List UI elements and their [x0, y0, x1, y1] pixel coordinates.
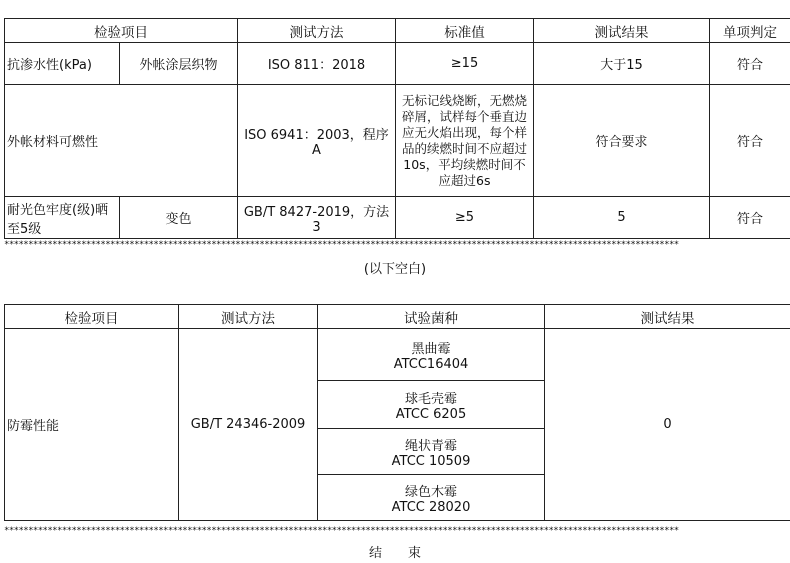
result-cell: 0: [545, 329, 790, 521]
separator-line: ********************************************************************************************************************************************: [4, 240, 679, 250]
verdict-cell: 符合: [710, 43, 790, 85]
strain-name: 黑曲霉: [411, 341, 451, 357]
item-cell: 耐光色牢度(级)晒至5级: [5, 197, 120, 239]
end-note: 结 束: [368, 546, 421, 561]
header-item: 检验项目: [5, 19, 238, 43]
strain-code: ATCC16404: [393, 356, 469, 372]
header-item: 检验项目: [5, 305, 179, 329]
result-cell: 5: [534, 197, 710, 239]
verdict-cell: 符合: [710, 85, 790, 197]
strain-code: ATCC 10509: [391, 453, 471, 469]
standard-cell: 无标记线烧断，无燃烧碎屑，试样每个垂直边应无火焰出现，每个样品的续燃时间不应超过10s，平均续燃时间不应超过6s: [396, 85, 534, 197]
header-verdict: 单项判定: [710, 19, 790, 43]
standard-cell: ≥5: [396, 197, 534, 239]
strain-cell: [318, 329, 545, 381]
method-cell: ISO 6941：2003，程序A: [238, 85, 396, 197]
table-row: [5, 43, 790, 85]
strain-name: 球毛壳霉: [404, 391, 457, 407]
item-cell: 抗渗水性(kPa): [5, 43, 120, 85]
table-row: [5, 329, 790, 381]
strain-name: 绿色木霉: [404, 484, 457, 500]
header-method: 测试方法: [179, 305, 318, 329]
header-standard: 标准值: [396, 19, 534, 43]
table-row: [5, 85, 790, 197]
method-cell: GB/T 24346-2009: [179, 329, 318, 521]
item-cell: 外帐材料可燃性: [5, 85, 238, 197]
table-header-row: [5, 19, 790, 43]
header-method: 测试方法: [238, 19, 396, 43]
strain-code: ATCC 6205: [395, 406, 467, 422]
header-result: 测试结果: [534, 19, 710, 43]
strain-code: ATCC 28020: [391, 499, 471, 515]
method-cell: ISO 811：2018: [238, 43, 396, 85]
method-cell: GB/T 8427-2019，方法3: [238, 197, 396, 239]
strain-cell: [318, 429, 545, 475]
subitem-cell: 外帐涂层织物: [120, 43, 238, 85]
item-cell: 防霉性能: [5, 329, 179, 521]
standard-cell: ≥15: [396, 43, 534, 85]
strain-name: 绳状青霉: [404, 438, 457, 454]
result-cell: 符合要求: [534, 85, 710, 197]
test-results-table: [4, 18, 790, 239]
header-result: 测试结果: [545, 305, 790, 329]
table-row: [5, 197, 790, 239]
separator-line: ********************************************************************************************************************************************: [4, 526, 679, 536]
strain-cell: [318, 381, 545, 429]
header-strain: 试验菌种: [318, 305, 545, 329]
verdict-cell: 符合: [710, 197, 790, 239]
result-cell: 大于15: [534, 43, 710, 85]
mould-test-table: [4, 304, 790, 521]
subitem-cell: 变色: [120, 197, 238, 239]
table-header-row: [5, 305, 790, 329]
blank-note: (以下空白): [363, 262, 427, 277]
strain-cell: [318, 475, 545, 521]
